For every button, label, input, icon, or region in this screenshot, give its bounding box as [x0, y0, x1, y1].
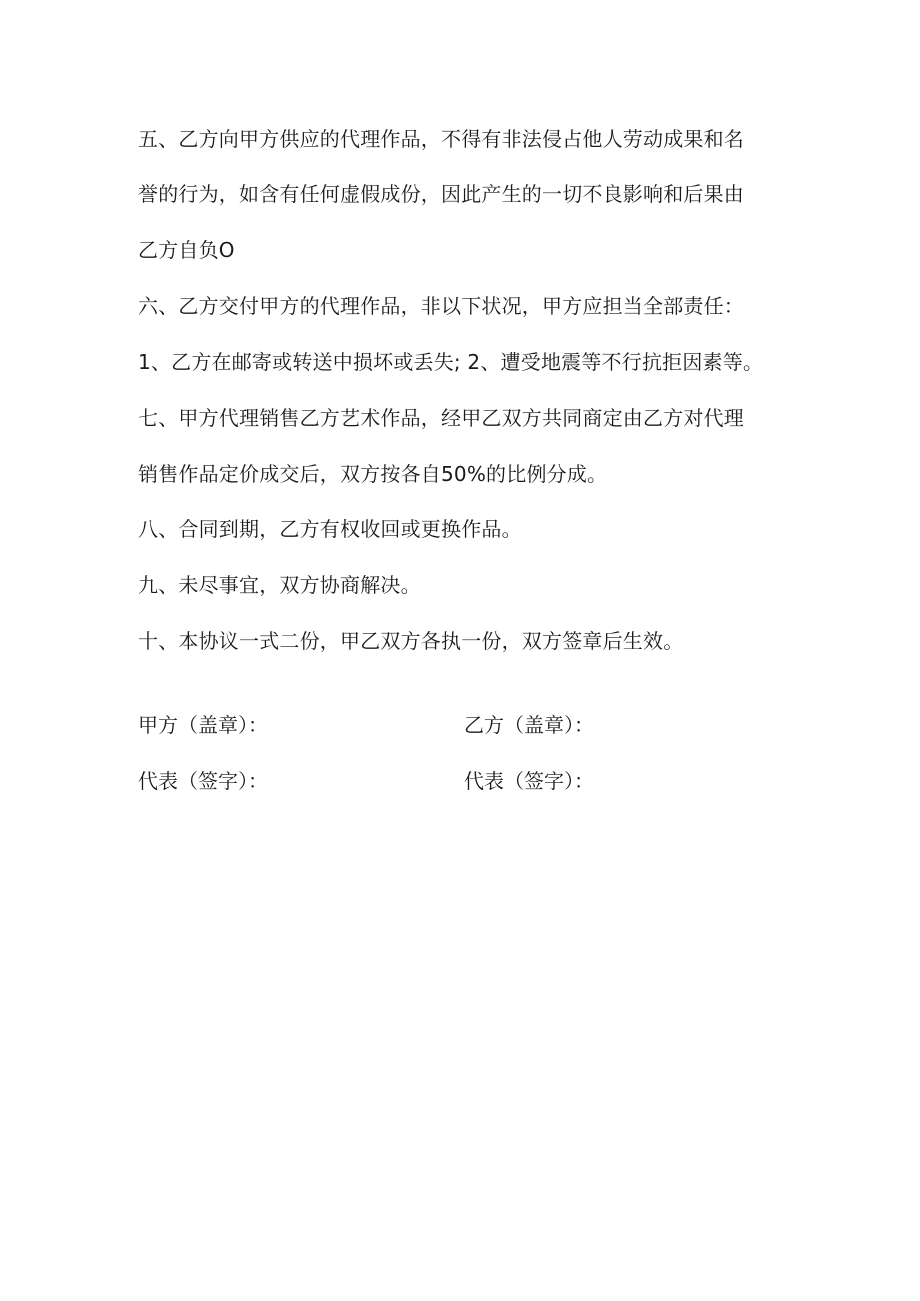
clause-9: 九、未尽事宜，双方协商解决。 [138, 573, 421, 597]
clause-5-line-2: 誉的行为，如含有任何虚假成份，因此产生的一切不良影响和后果由 [138, 182, 744, 206]
clause-5-line-1: 五、乙方向甲方供应的代理作品，不得有非法侵占他人劳动成果和名 [138, 127, 744, 151]
clause-7-line-1: 七、甲方代理销售乙方艺术作品，经甲乙双方共同商定由乙方对代理 [138, 406, 744, 430]
clause-8: 八、合同到期，乙方有权收回或更换作品。 [138, 517, 522, 541]
party-b-representative-label: 代表（签字）： [464, 769, 594, 793]
clause-6-line-1: 六、乙方交付甲方的代理作品，非以下状况，甲方应担当全部责任： [138, 294, 744, 318]
clause-7-line-2: 销售作品定价成交后，双方按各自50%的比例分成。 [138, 462, 608, 486]
clause-10: 十、本协议一式二份，甲乙双方各执一份，双方签章后生效。 [138, 629, 684, 653]
party-b-seal-label: 乙方（盖章）： [464, 713, 594, 737]
clause-6-line-2: 1、乙方在邮寄或转送中损坏或丢失; 2、遭受地震等不行抗拒因素等。 [138, 350, 764, 374]
clause-5-line-3: 乙方自负O [138, 238, 235, 262]
party-a-seal-label: 甲方（盖章）： [138, 713, 268, 737]
party-a-representative-label: 代表（签字）： [138, 769, 268, 793]
